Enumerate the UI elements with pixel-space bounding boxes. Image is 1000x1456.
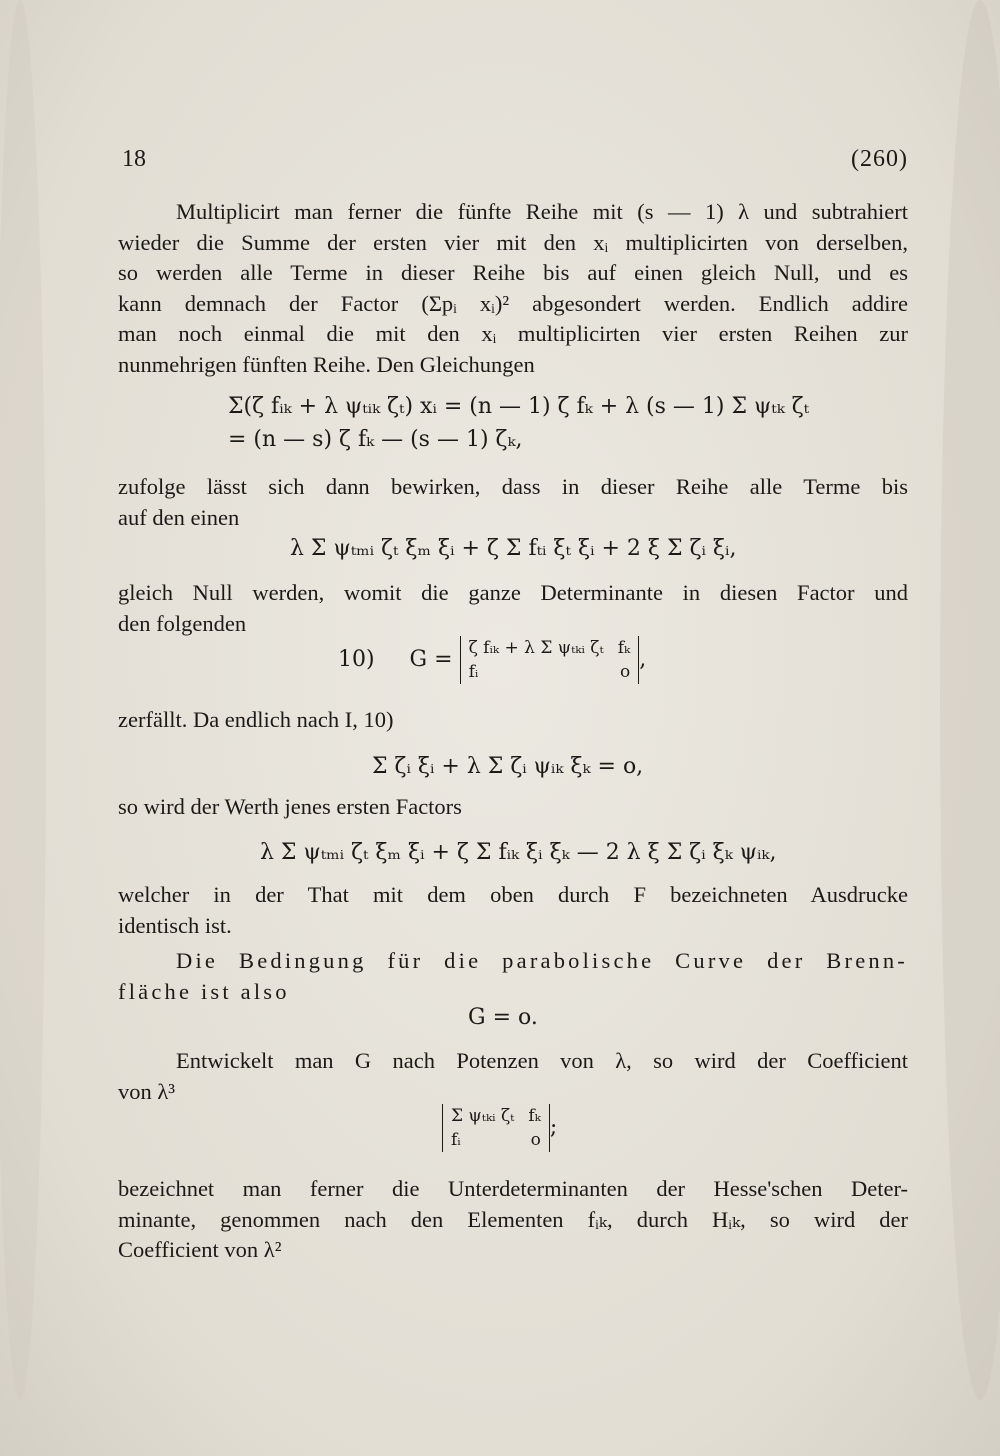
paragraph-6	[118, 880, 908, 941]
text-line: welcher in der That mit dem oben durch F bezeichneten Ausdrucke	[118, 882, 908, 907]
matrix-cell: fₖ	[528, 1106, 541, 1126]
matrix-cell: fᵢ	[451, 1130, 461, 1150]
text-line: wieder die Summe der ersten vier mit den xᵢ multiplicirten von derselben,	[118, 229, 908, 255]
paragraph-1	[118, 197, 908, 380]
text-line: so wird der Werth jenes ersten Factors	[118, 794, 462, 819]
page-header	[122, 146, 908, 180]
matrix-cell: fₖ	[617, 638, 631, 658]
text-line: von λ³	[118, 1078, 176, 1104]
equation-3: Σ ζᵢ ξᵢ + λ Σ ζᵢ ψᵢₖ ξₖ = o,	[372, 754, 644, 779]
text-line: man noch einmal die mit den xᵢ multiplicirten vier ersten Reihen zur	[118, 321, 908, 346]
text-line: Coefficient von λ²	[118, 1237, 282, 1262]
determinant	[442, 1104, 550, 1152]
paragraph-4	[118, 705, 908, 736]
text-line: auf den einen	[118, 504, 240, 530]
matrix-cell: o	[530, 1130, 541, 1150]
paragraph-5	[118, 792, 908, 823]
text-line: identisch ist.	[118, 912, 232, 938]
text-line: nunmehrigen fünften Reihe. Den Gleichungen	[118, 351, 535, 377]
determinant-row-2	[469, 660, 631, 684]
equation-number: 10)	[338, 647, 375, 672]
text-line: fläche ist also	[118, 978, 290, 1004]
equation-5: G = o.	[468, 1005, 538, 1030]
equation-2: λ Σ ψₜₘᵢ ζₜ ξₘ ξᵢ + ζ Σ fₜᵢ ξₜ ξᵢ + 2 ξ Σ ζᵢ ξᵢ,	[290, 536, 737, 561]
text-line: kann demnach der Factor (Σpᵢ xᵢ)² abgesondert werden. Endlich addire	[118, 290, 908, 316]
text-line: minante, genommen nach den Elementen fᵢₖ, durch Hᵢₖ, so wird der	[118, 1206, 908, 1232]
equation-4: λ Σ ψₜₘᵢ ζₜ ξₘ ξᵢ + ζ Σ fᵢₖ ξᵢ ξₖ — 2 λ ξ Σ ζᵢ ξₖ ψᵢₖ,	[260, 840, 777, 865]
paragraph-8	[118, 1046, 908, 1107]
equation-1-line-1: Σ(ζ fᵢₖ + λ ψₜᵢₖ ζₜ) xᵢ = (n — 1) ζ fₖ + λ (s — 1) Σ ψₜₖ ζₜ	[228, 394, 810, 419]
text-line: gleich Null werden, womit die ganze Determinante in diesen Factor und	[118, 580, 908, 605]
text-line: bezeichnet man ferner die Unterdeterminanten der Hesse'schen Deter-	[118, 1176, 908, 1201]
equation-punctuation: ,	[639, 647, 647, 672]
paragraph-7	[118, 946, 908, 1007]
matrix-cell: ζ fᵢₖ + λ Σ ψₜₖᵢ ζₜ	[468, 638, 604, 658]
equation-lhs: G =	[409, 647, 453, 672]
paragraph-3	[118, 578, 908, 639]
text-line: den folgenden	[118, 610, 247, 636]
text-line: so werden alle Terme in dieser Reihe bis auf einen gleich Null, und es	[118, 260, 908, 285]
page-number: 18	[122, 146, 146, 172]
equation-10	[338, 636, 646, 684]
original-page-number: (260)	[851, 146, 908, 172]
determinant-row-1	[451, 1104, 541, 1128]
matrix-cell: Σ ψₜₖᵢ ζₜ	[451, 1106, 515, 1126]
text-line: zerfällt. Da endlich nach I, 10)	[118, 707, 394, 732]
text-line: Multiplicirt man ferner die fünfte Reihe mit (s — 1) λ und subtrahiert	[176, 199, 908, 224]
matrix-cell: fᵢ	[468, 662, 479, 682]
equation-punctuation: ;	[549, 1115, 558, 1140]
paragraph-9	[118, 1174, 908, 1266]
text-line: zufolge lässt sich dann bewirken, dass in dieser Reihe alle Terme bis	[118, 474, 908, 499]
determinant-row-2	[451, 1128, 541, 1152]
paragraph-2	[118, 472, 908, 533]
equation-6	[442, 1104, 557, 1152]
matrix-cell: o	[619, 662, 631, 682]
text-line: Entwickelt man G nach Potenzen von λ, so wird der Coefficient	[176, 1048, 908, 1073]
equation-1-line-2: = (n — s) ζ fₖ — (s — 1) ζₖ,	[228, 427, 523, 452]
determinant-row-1	[469, 636, 631, 660]
text-line: Die Bedingung für die parabolische Curve der Brenn-	[176, 948, 908, 973]
determinant	[460, 636, 640, 684]
